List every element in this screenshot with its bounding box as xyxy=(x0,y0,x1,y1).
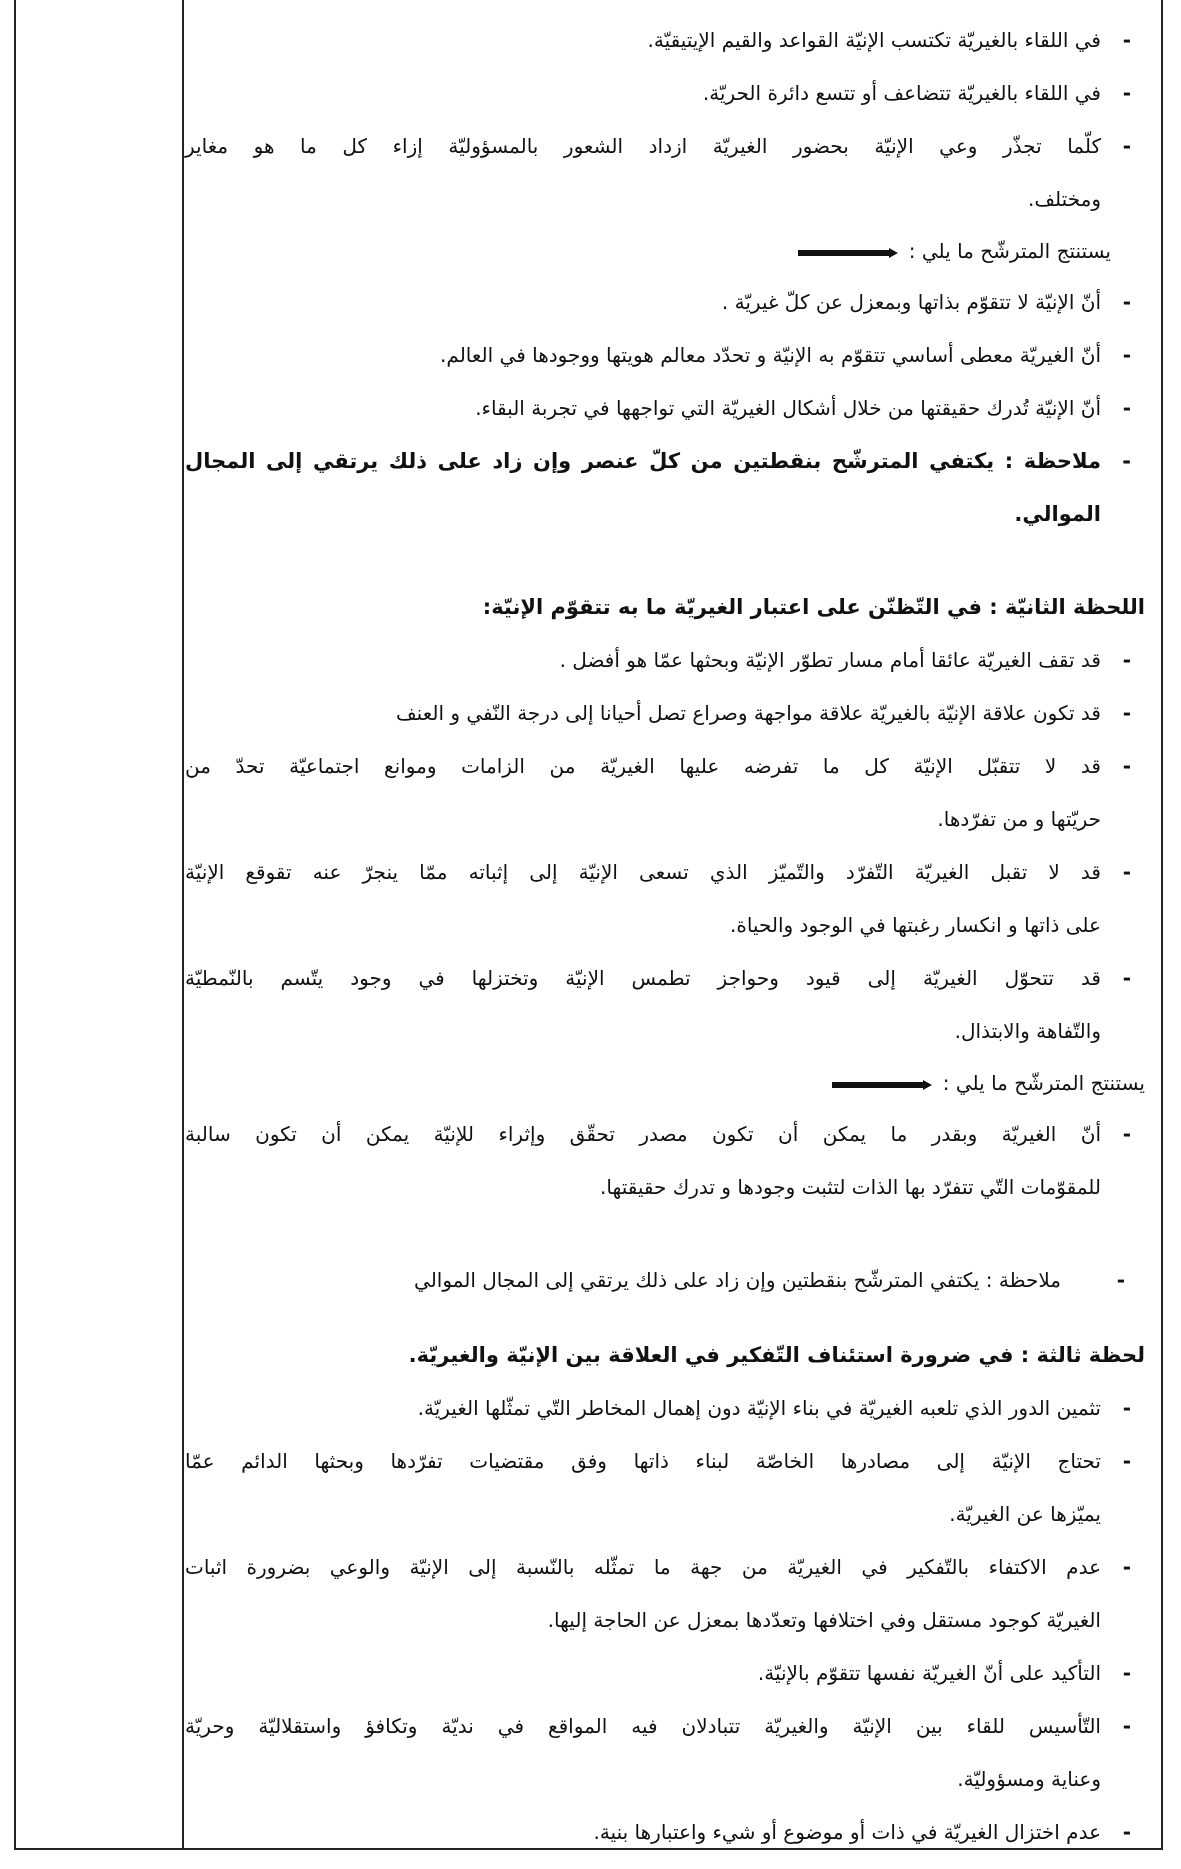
bullet-continuation: يميّزها عن الغيريّة. xyxy=(949,1502,1101,1526)
bullet-item: - كلّما تجذّر وعي الإنيّة بحضور الغيريّة ازداد الشعور بالمسؤوليّة إزاء كل ما هو مغاير xyxy=(185,134,1131,158)
note: - ملاحظة : يكتفي المترشّح بنقطتين من كلّ عنصر وإن زاد على ذلك يرتقي إلى المجال xyxy=(185,449,1131,473)
main-column xyxy=(184,0,1163,1848)
bullet-continuation: والتّفاهة والابتذال. xyxy=(954,1019,1101,1043)
bullet-item: - قد تتحوّل الغيريّة إلى قيود وحواجز تطمس الإنيّة وتختزلها في وجود يتّسم بالنّمطيّة xyxy=(185,966,1131,990)
bullet-continuation: ومختلف. xyxy=(1028,187,1101,211)
note: - ملاحظة : يكتفي المترشّح بنقطتين وإن زاد على ذلك يرتقي إلى المجال الموالي xyxy=(414,1268,1125,1292)
section-heading: اللحظة الثانيّة : في التّظنّن على اعتبار الغيريّة ما به تتقوّم الإنيّة: xyxy=(482,595,1145,619)
conclusion-item: - أنّ الغيريّة معطى أساسي تتقوّم به الإنيّة و تحدّد معالم هويتها ووجودها في العالم. xyxy=(440,343,1131,367)
bullet-item: - في اللقاء بالغيريّة تكتسب الإنيّة القواعد والقيم الإيتيقيّة. xyxy=(647,28,1131,52)
bullet-item: - قد تقف الغيريّة عائقا أمام مسار تطوّر الإنيّة وبحثها عمّا هو أفضل . xyxy=(559,648,1131,672)
bullet-continuation: للمقوّمات التّي تتفرّد بها الذات لتثبت وجودها و تدرك حقيقتها. xyxy=(600,1175,1101,1199)
conclusion-item: - أنّ الغيريّة وبقدر ما يمكن أن تكون مصدر تحقّق وإثراء للإنيّة يمكن أن تكون سالبة xyxy=(185,1122,1131,1146)
bullet-item: - في اللقاء بالغيريّة تتضاعف أو تتسع دائرة الحريّة. xyxy=(702,81,1131,105)
bullet-item: - قد لا تتقبّل الإنيّة كل ما تفرضه عليها الغيريّة من الزامات وموانع اجتماعيّة تحدّ من xyxy=(185,754,1131,778)
conclusion-heading: يستنتج المترشّح ما يلي : xyxy=(185,226,1145,276)
document-table xyxy=(14,0,1163,1850)
conclusion-heading: يستنتج المترشّح ما يلي : xyxy=(185,1058,1145,1108)
conclusion-item: - أنّ الإنيّة لا تتقوّم بذاتها وبمعزل عن كلّ غيريّة . xyxy=(721,290,1131,314)
section-heading: لحظة ثالثة : في ضرورة استئناف التّفكير في العلاقة بين الإنيّة والغيريّة. xyxy=(408,1343,1145,1367)
bullet-continuation: على ذاتها و انكسار رغبتها في الوجود والحياة. xyxy=(730,913,1101,937)
bullet-continuation: الغيريّة كوجود مستقل وفي اختلافها وتعدّدها بمعزل عن الحاجة إليها. xyxy=(547,1608,1101,1632)
note-continuation: الموالي. xyxy=(1014,502,1101,526)
bullet-item: - تحتاج الإنيّة إلى مصادرها الخاصّة لبناء ذاتها وفق مقتضيات تفرّدها وبحثها الدائم عمّا xyxy=(185,1449,1131,1473)
arrow-marker-icon xyxy=(832,1078,932,1092)
bullet-item: - قد لا تقبل الغيريّة التّفرّد والتّميّز الذي تسعى الإنيّة إلى إثباته ممّا ينجرّ عنه تقوقع الإنيّة xyxy=(185,860,1131,884)
bullet-item: - تثمين الدور الذي تلعبه الغيريّة في بناء الإنيّة دون إهمال المخاطر التّي تمثّلها الغيريّة. xyxy=(417,1396,1131,1420)
bullet-continuation: وعناية ومسؤوليّة. xyxy=(957,1767,1101,1791)
bullet-item: - قد تكون علاقة الإنيّة بالغيريّة علاقة مواجهة وصراع تصل أحيانا إلى درجة النّفي و العنف xyxy=(395,701,1131,725)
arrow-marker-icon xyxy=(798,246,898,260)
bullet-item: - عدم الاكتفاء بالتّفكير في الغيريّة من جهة ما تمثّله بالنّسبة إلى الإنيّة والوعي بضرورة اثبات xyxy=(185,1555,1131,1579)
bullet-item: - التّأسيس للقاء بين الإنيّة والغيريّة تتبادلان فيه المواقع في نديّة وتكافؤ واستقلاليّة وحريّة xyxy=(185,1714,1131,1738)
bullet-continuation: حريّتها و من تفرّدها. xyxy=(937,807,1101,831)
margin-column xyxy=(16,0,184,1848)
conclusion-item: - أنّ الإنيّة تُدرك حقيقتها من خلال أشكال الغيريّة التي تواجهها في تجربة البقاء. xyxy=(475,396,1131,420)
bullet-item: - التأكيد على أنّ الغيريّة نفسها تتقوّم بالإنيّة. xyxy=(757,1661,1131,1685)
bullet-item: - عدم اختزال الغيريّة في ذات أو موضوع أو شيء واعتبارها بنية. xyxy=(593,1820,1131,1844)
content-body xyxy=(185,14,1145,1859)
